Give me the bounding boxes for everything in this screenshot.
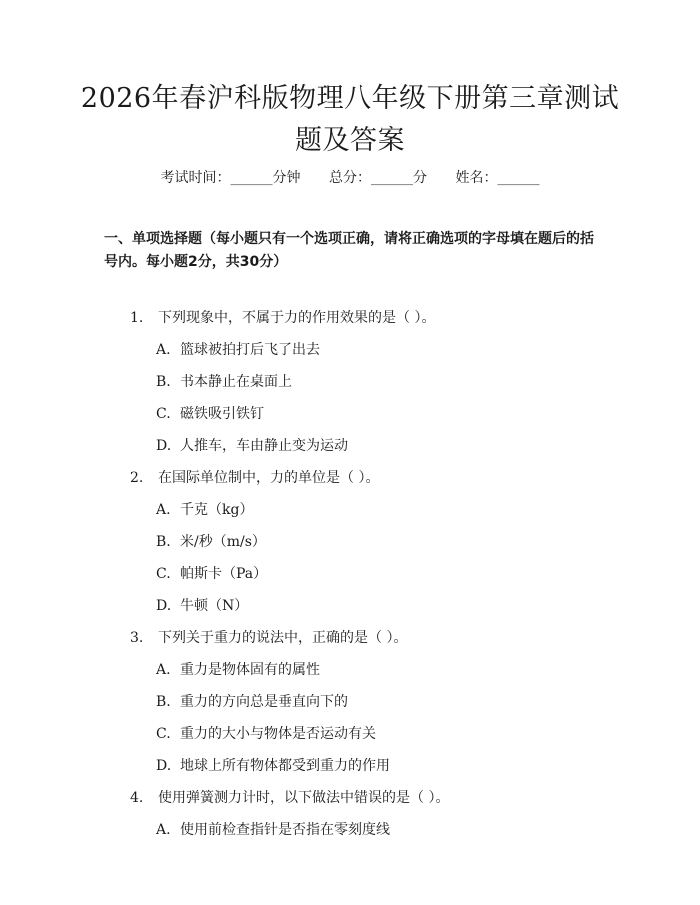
option-text: 地球上所有物体都受到重力的作用	[180, 758, 390, 774]
option-letter: A.	[156, 662, 171, 678]
question-2-option-d	[156, 596, 248, 616]
title-line-1: 2026年春沪科版物理八年级下册第三章测试	[80, 83, 620, 114]
option-text: 牛顿（N）	[180, 598, 249, 614]
question-1-option-b	[156, 372, 292, 392]
question-text: 使用弹簧测力计时，以下做法中错误的是（ ）。	[158, 790, 450, 806]
question-3	[130, 628, 407, 648]
option-letter: C.	[156, 566, 171, 582]
question-text: 下列关于重力的说法中，正确的是（ ）。	[158, 630, 408, 646]
exam-name-field: 姓名：______	[455, 170, 540, 186]
exam-meta	[0, 168, 700, 188]
option-letter: A.	[156, 822, 171, 838]
question-3-option-c	[156, 724, 376, 744]
option-letter: D.	[156, 438, 172, 454]
question-2-option-c	[156, 564, 267, 584]
option-letter: D.	[156, 758, 172, 774]
option-text: 重力的大小与物体是否运动有关	[180, 726, 376, 742]
question-2-option-a	[156, 500, 253, 520]
question-4-option-a	[156, 820, 390, 840]
question-3-option-a	[156, 660, 320, 680]
option-letter: D.	[156, 598, 172, 614]
section-heading: 一、单项选择题（每小题只有一个选项正确，请将正确选项的字母填在题后的括号内。每小题2分，共30分）	[104, 231, 594, 270]
option-text: 帕斯卡（Pa）	[180, 566, 268, 582]
question-number: 1.	[130, 310, 144, 326]
question-text: 下列现象中，不属于力的作用效果的是（ ）。	[158, 310, 436, 326]
question-number: 4.	[130, 790, 144, 806]
option-text: 篮球被拍打后飞了出去	[180, 342, 320, 358]
question-number: 2.	[130, 470, 144, 486]
option-letter: C.	[156, 406, 171, 422]
exam-time: 考试时间：______分钟	[160, 170, 301, 186]
question-1-option-d	[156, 436, 348, 456]
question-4	[130, 788, 449, 808]
question-1-option-a	[156, 340, 320, 360]
question-text: 在国际单位制中，力的单位是（ ）。	[158, 470, 380, 486]
question-1	[130, 308, 435, 328]
title-line-2: 题及答案	[295, 125, 405, 156]
question-2	[130, 468, 379, 488]
option-text: 重力的方向总是垂直向下的	[180, 694, 348, 710]
option-text: 千克（kg）	[180, 502, 254, 518]
question-1-option-c	[156, 404, 264, 424]
option-letter: C.	[156, 726, 171, 742]
question-2-option-b	[156, 532, 266, 552]
option-letter: A.	[156, 342, 171, 358]
question-3-option-b	[156, 692, 348, 712]
document-title	[60, 78, 640, 162]
option-letter: A.	[156, 502, 171, 518]
option-text: 米/秒（m/s）	[180, 534, 266, 550]
option-text: 重力是物体固有的属性	[180, 662, 320, 678]
option-letter: B.	[156, 534, 171, 550]
question-3-option-d	[156, 756, 390, 776]
option-text: 人推车，车由静止变为运动	[180, 438, 348, 454]
option-text: 使用前检查指针是否指在零刻度线	[180, 822, 390, 838]
option-letter: B.	[156, 694, 171, 710]
option-text: 磁铁吸引铁钉	[180, 406, 264, 422]
option-letter: B.	[156, 374, 171, 390]
exam-total-score: 总分：______分	[329, 170, 427, 186]
option-text: 书本静止在桌面上	[180, 374, 292, 390]
question-number: 3.	[130, 630, 144, 646]
